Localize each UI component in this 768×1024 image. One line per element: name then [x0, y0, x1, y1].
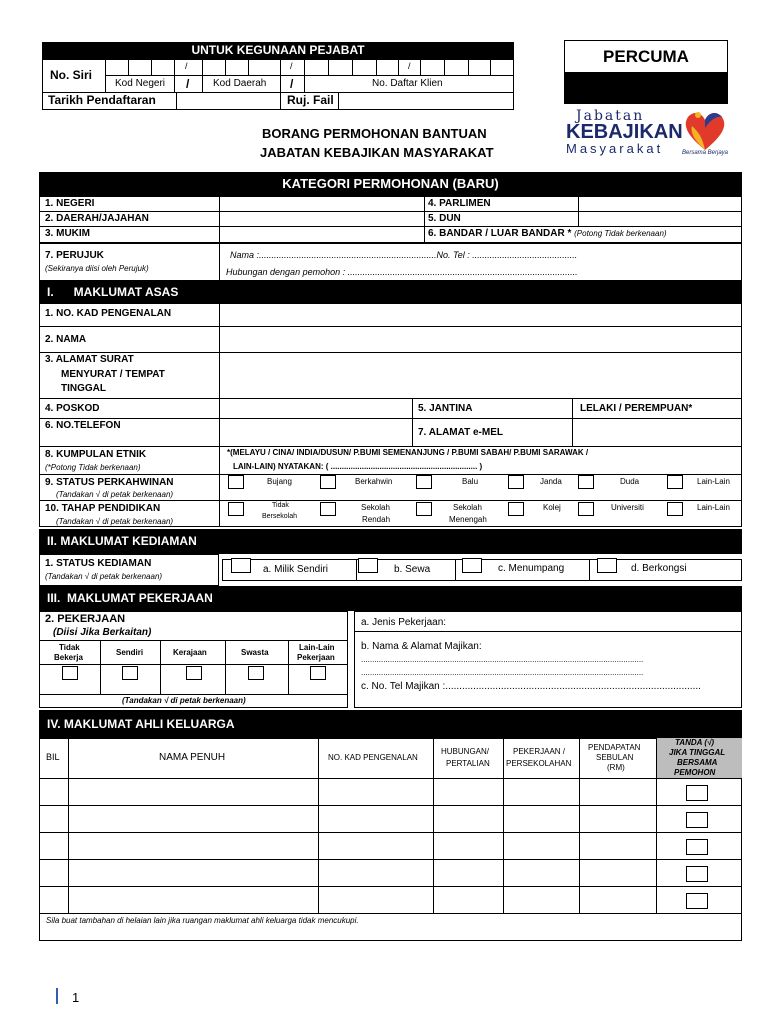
negeri-label: 1. NEGERI	[45, 198, 95, 209]
perujuk-hubungan-line[interactable]: Hubungan dengan pemohon : ............................................................................................	[226, 267, 578, 277]
keluarga-row-5-checkbox[interactable]	[686, 893, 708, 909]
office-use-title: UNTUK KEGUNAAN PEJABAT	[42, 42, 514, 59]
col-tanda-2: JIKA TINGGAL	[669, 748, 726, 757]
pekerjaan-note: (Diisi Jika Berkaitan)	[53, 627, 152, 638]
keluarga-row-4-checkbox[interactable]	[686, 866, 708, 882]
didik-note: (Tandakan √ di petak berkenaan)	[56, 517, 174, 526]
didik-lain-label: Lain-Lain	[697, 503, 730, 512]
parlimen-label: 4. PARLIMEN	[428, 198, 491, 209]
alamat-label-1: 3. ALAMAT SURAT	[45, 354, 134, 365]
ruj-fail-label: Ruj. Fail	[287, 93, 334, 107]
kerja-swasta-checkbox[interactable]	[248, 666, 264, 680]
majikan-dots-1[interactable]: ...............................................................................................................................	[361, 655, 644, 664]
berkongsi-label: d. Berkongsi	[631, 563, 687, 574]
slash-5: /	[290, 77, 294, 91]
daerah-label: 2. DAERAH/JAJAHAN	[45, 213, 149, 224]
majikan-label[interactable]: b. Nama & Alamat Majikan:	[361, 641, 482, 652]
logo-tagline: Bersama Berjaya	[682, 150, 729, 156]
kategori-header: KATEGORI PERMOHONAN (BARU)	[39, 172, 742, 196]
etnik-options-1[interactable]: *(MELAYU / CINA/ INDIA/DUSUN/ P.BUMI SEMENANJUNG / P.BUMI SABAH/ P.BUMI SARAWAK /	[227, 448, 589, 457]
logo-masyarakat: Masyarakat	[566, 141, 664, 156]
kahwin-duda-label: Duda	[620, 477, 640, 486]
form-title-line2: JABATAN KEBAJIKAN MASYARAKAT	[260, 145, 494, 160]
etnik-note: (*Potong Tidak berkenaan)	[45, 463, 141, 472]
didik-rendah-checkbox[interactable]	[320, 502, 336, 516]
logo-jabatan: Jabatan	[576, 108, 645, 124]
sewa-checkbox[interactable]	[358, 558, 378, 573]
didik-rendah-label-1: Sekolah	[361, 503, 390, 512]
logo-kebajikan: KEBAJIKAN	[566, 121, 683, 143]
tarikh-label: Tarikh Pendaftaran	[48, 93, 156, 107]
kahwin-janda-checkbox[interactable]	[508, 475, 524, 489]
majikan-dots-2[interactable]: ...............................................................................................................................	[361, 668, 644, 677]
kerja-lain-checkbox[interactable]	[310, 666, 326, 680]
kerja-tidak-checkbox[interactable]	[62, 666, 78, 680]
didik-rendah-label-2: Rendah	[362, 515, 391, 524]
perujuk-label: 7. PERUJUK	[45, 250, 104, 261]
sewa-label: b. Sewa	[394, 564, 431, 575]
kerja-sendiri-label: Sendiri	[116, 648, 144, 657]
keluarga-row-2-checkbox[interactable]	[686, 812, 708, 828]
menumpang-checkbox[interactable]	[462, 558, 482, 573]
heart-logo-icon	[680, 106, 730, 156]
jantina-value[interactable]: LELAKI / PEREMPUAN*	[580, 403, 693, 414]
didik-kolej-checkbox[interactable]	[508, 502, 524, 516]
poskod-label: 4. POSKOD	[45, 403, 100, 414]
slash-2: /	[290, 61, 293, 71]
page-number: 1	[72, 990, 80, 1005]
kahwin-janda-label: Janda	[540, 477, 562, 486]
alamat-label-2: MENYURAT / TEMPAT	[61, 369, 165, 380]
pekerjaan-tick-note: (Tandakan √ di petak berkenaan)	[122, 696, 246, 705]
col-pekerjaan-1: PEKERJAAN /	[513, 747, 566, 756]
etnik-options-2[interactable]: LAIN-LAIN) NYATAKAN: ( .................................................................. )	[233, 462, 483, 471]
col-bil: BIL	[46, 752, 60, 762]
jenis-pekerjaan-label[interactable]: a. Jenis Pekerjaan:	[361, 617, 447, 628]
status-kediaman-note: (Tandakan √ di petak berkenaan)	[45, 572, 163, 581]
form-title-line1: BORANG PERMOHONAN BANTUAN	[262, 126, 487, 141]
kahwin-lain-checkbox[interactable]	[667, 475, 683, 489]
kad-label: 1. NO. KAD PENGENALAN	[45, 308, 172, 319]
tel-majikan-label[interactable]: c. No. Tel Majikan :............................................................................................	[361, 681, 701, 692]
no-daftar-label: No. Daftar Klien	[372, 78, 443, 89]
didik-tidak-label-1: Tidak	[272, 502, 289, 509]
col-hubungan-1: HUBUNGAN/	[441, 747, 490, 756]
kerja-lain-label-1: Lain-Lain	[299, 643, 335, 652]
keluarga-row-1-checkbox[interactable]	[686, 785, 708, 801]
perujuk-nama-line[interactable]: Nama :.......................................................................No. Tel : ..........................................	[230, 250, 578, 260]
kerja-sendiri-checkbox[interactable]	[122, 666, 138, 680]
bandar-label	[428, 228, 667, 239]
didik-menengah-checkbox[interactable]	[416, 502, 432, 516]
kerja-swasta-label: Swasta	[241, 648, 269, 657]
kahwin-bujang-checkbox[interactable]	[228, 475, 244, 489]
status-kediaman-label: 1. STATUS KEDIAMAN	[45, 558, 152, 569]
didik-menengah-label-1: Sekolah	[453, 503, 482, 512]
berkongsi-checkbox[interactable]	[597, 558, 617, 573]
kahwin-lain-label: Lain-Lain	[697, 477, 730, 486]
dun-label: 5. DUN	[428, 213, 461, 224]
col-kad: NO. KAD PENGENALAN	[328, 753, 418, 762]
slash-4: /	[186, 77, 190, 91]
didik-kolej-label: Kolej	[543, 503, 561, 512]
slash-1: /	[185, 61, 188, 71]
kahwin-balu-label: Balu	[462, 477, 479, 486]
milik-sendiri-checkbox[interactable]	[231, 558, 251, 573]
col-pendapatan-3: (RM)	[607, 763, 625, 772]
keluarga-header: IV. MAKLUMAT AHLI KELUARGA	[39, 710, 742, 738]
nama-label: 2. NAMA	[45, 334, 87, 345]
col-hubungan-2: PERTALIAN	[446, 759, 490, 768]
kerja-tidak-label-2: Bekerja	[54, 653, 83, 662]
didik-label: 10. TAHAP PENDIDIKAN	[45, 503, 161, 514]
kahwin-duda-checkbox[interactable]	[578, 475, 594, 489]
slash-3: /	[408, 61, 411, 71]
bandar-note: (Potong Tidak berkenaan)	[574, 229, 667, 238]
col-pendapatan-1: PENDAPATAN	[588, 743, 641, 752]
no-siri-label: No. Siri	[50, 68, 93, 82]
didik-universiti-label: Universiti	[611, 503, 644, 512]
col-tanda-1: TANDA (√)	[675, 738, 715, 747]
keluarga-footnote: Sila buat tambahan di helaian lain jika ruangan maklumat ahli keluarga tidak mencukupi.	[46, 916, 359, 925]
didik-menengah-label-2: Menengah	[449, 515, 487, 524]
kahwin-bujang-label: Bujang	[267, 477, 292, 486]
alamat-label-3: TINGGAL	[61, 383, 106, 394]
percuma-black-bar	[564, 73, 728, 104]
didik-universiti-checkbox[interactable]	[578, 502, 594, 516]
kahwin-balu-checkbox[interactable]	[416, 475, 432, 489]
kerja-lain-label-2: Pekerjaan	[297, 653, 335, 662]
kahwin-berkahwin-checkbox[interactable]	[320, 475, 336, 489]
pekerjaan-header: III. MAKLUMAT PEKERJAAN	[39, 586, 742, 611]
kerja-tidak-label-1: Tidak	[59, 643, 80, 652]
kod-negeri-label: Kod Negeri	[115, 78, 166, 89]
didik-lain-checkbox[interactable]	[667, 502, 683, 516]
kerja-kerajaan-label: Kerajaan	[173, 648, 207, 657]
menumpang-label: c. Menumpang	[498, 563, 565, 574]
kahwin-berkahwin-label: Berkahwin	[355, 477, 393, 486]
col-pekerjaan-2: PERSEKOLAHAN	[506, 759, 572, 768]
keluarga-row-3-checkbox[interactable]	[686, 839, 708, 855]
kod-daerah-label: Kod Daerah	[213, 78, 267, 89]
mukim-label: 3. MUKIM	[45, 228, 90, 239]
kahwin-note: (Tandakan √ di petak berkenaan)	[56, 490, 174, 499]
jantina-label: 5. JANTINA	[418, 403, 473, 414]
milik-sendiri-label: a. Milik Sendiri	[263, 564, 329, 575]
col-nama: NAMA PENUH	[159, 752, 226, 763]
pekerjaan-label: 2. PEKERJAAN	[45, 613, 126, 625]
bandar-label-text: 6. BANDAR / LUAR BANDAR *	[428, 228, 572, 239]
didik-tidak-checkbox[interactable]	[228, 502, 244, 516]
col-tanda-3: BERSAMA	[677, 758, 718, 767]
asas-header: I. MAKLUMAT ASAS	[39, 281, 742, 303]
email-label: 7. ALAMAT e-MEL	[418, 427, 503, 438]
etnik-label: 8. KUMPULAN ETNIK	[45, 449, 147, 460]
telefon-label: 6. NO.TELEFON	[45, 420, 121, 431]
col-tanda-4: PEMOHON	[674, 768, 716, 777]
perujuk-note: (Sekiranya diisi oleh Perujuk)	[45, 264, 149, 273]
kahwin-label: 9. STATUS PERKAHWINAN	[45, 477, 174, 488]
page-number-bar	[56, 988, 58, 1004]
didik-tidak-label-2: Bersekolah	[262, 513, 298, 520]
percuma-box: PERCUMA	[564, 40, 728, 73]
kediaman-header: II. MAKLUMAT KEDIAMAN	[39, 529, 742, 554]
col-pendapatan-2: SEBULAN	[596, 753, 634, 762]
kerja-kerajaan-checkbox[interactable]	[186, 666, 202, 680]
